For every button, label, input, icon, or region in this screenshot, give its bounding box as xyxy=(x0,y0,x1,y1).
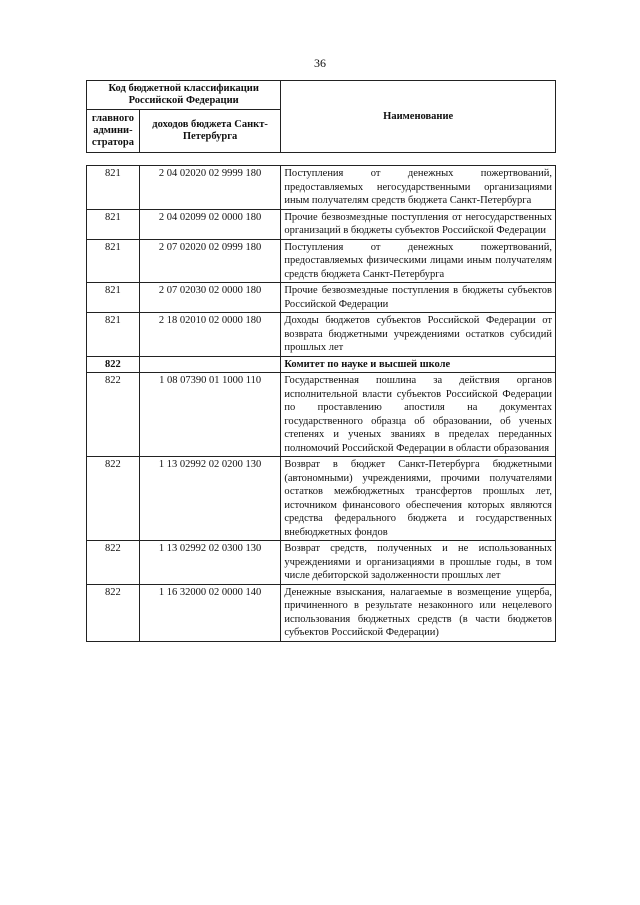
cell-admin: 821 xyxy=(87,239,140,283)
cell-code: 2 04 02020 02 9999 180 xyxy=(139,166,281,210)
table-row xyxy=(87,166,556,210)
table-row xyxy=(87,541,556,585)
page-number: 36 xyxy=(314,56,326,70)
cell-code: 2 18 02010 02 0000 180 xyxy=(139,313,281,357)
cell-code: 2 07 02030 02 0000 180 xyxy=(139,283,281,313)
cell-code: 2 07 02020 02 0999 180 xyxy=(139,239,281,283)
cell-name: Поступления от денежных пожертвований, предоставляемых физическими лицами иным получателям средств бюджета Санкт-Петербурга xyxy=(281,239,556,283)
table-row xyxy=(87,584,556,641)
cell-admin: 822 xyxy=(87,584,140,641)
table-row xyxy=(87,373,556,457)
cell-code: 1 13 02992 02 0300 130 xyxy=(139,541,281,585)
table-row xyxy=(87,356,556,373)
classification-table xyxy=(86,165,556,642)
header-group-title: Код бюджетной классификации Российской Федерации xyxy=(87,81,281,110)
cell-code: 2 04 02099 02 0000 180 xyxy=(139,209,281,239)
cell-name: Комитет по науке и высшей школе xyxy=(281,356,556,373)
cell-name: Поступления от денежных пожертвований, предоставляемых негосударственными организациями иным получателям средств бюджета Санкт-Петербурга xyxy=(281,166,556,210)
cell-admin: 821 xyxy=(87,166,140,210)
cell-name: Прочие безвозмездные поступления в бюджеты субъектов Российской Федерации xyxy=(281,283,556,313)
header-admin: главного админи-стратора xyxy=(87,110,140,153)
cell-code: 1 08 07390 01 1000 110 xyxy=(139,373,281,457)
cell-name: Денежные взыскания, налагаемые в возмещение ущерба, причиненного в результате незаконного или нецелевого использования бюджетных средств (в части бюджетов субъектов Российской Федерации) xyxy=(281,584,556,641)
cell-admin: 822 xyxy=(87,373,140,457)
cell-name: Доходы бюджетов субъектов Российской Федерации от возврата бюджетными учреждениями остатков субсидий прошлых лет xyxy=(281,313,556,357)
cell-code: 1 13 02992 02 0200 130 xyxy=(139,457,281,541)
cell-admin: 821 xyxy=(87,313,140,357)
header-income: доходов бюджета Санкт-Петербурга xyxy=(139,110,281,153)
cell-name: Возврат средств, полученных и не использованных учреждениями и организациями в прошлые годы, в том числе дебиторской задолженности прошлых лет xyxy=(281,541,556,585)
cell-admin: 822 xyxy=(87,541,140,585)
cell-admin: 822 xyxy=(87,356,140,373)
table-row xyxy=(87,209,556,239)
cell-name: Государственная пошлина за действия органов исполнительной власти субъектов Российской Федерации по проставлению апостиля на документах государственного образца об образовании, об ученых степенях и ученых званиях в пределах переданных полномочий Российской Федерации в области образования xyxy=(281,373,556,457)
cell-code: 1 16 32000 02 0000 140 xyxy=(139,584,281,641)
cell-admin: 821 xyxy=(87,283,140,313)
cell-code xyxy=(139,356,281,373)
table-header xyxy=(86,80,556,153)
table-row xyxy=(87,239,556,283)
table-row xyxy=(87,457,556,541)
table-row xyxy=(87,283,556,313)
cell-name: Прочие безвозмездные поступления от негосударственных организаций в бюджеты субъектов Российской Федерации xyxy=(281,209,556,239)
cell-admin: 822 xyxy=(87,457,140,541)
table-row xyxy=(87,313,556,357)
header-name: Наименование xyxy=(281,81,556,153)
cell-name: Возврат в бюджет Санкт-Петербурга бюджетными (автономными) учреждениями, прочими получателями остатков межбюджетных трансфертов прошлых лет, источником финансового обеспечения которых являются средства федерального бюджета и государственных внебюджетных фондов xyxy=(281,457,556,541)
cell-admin: 821 xyxy=(87,209,140,239)
